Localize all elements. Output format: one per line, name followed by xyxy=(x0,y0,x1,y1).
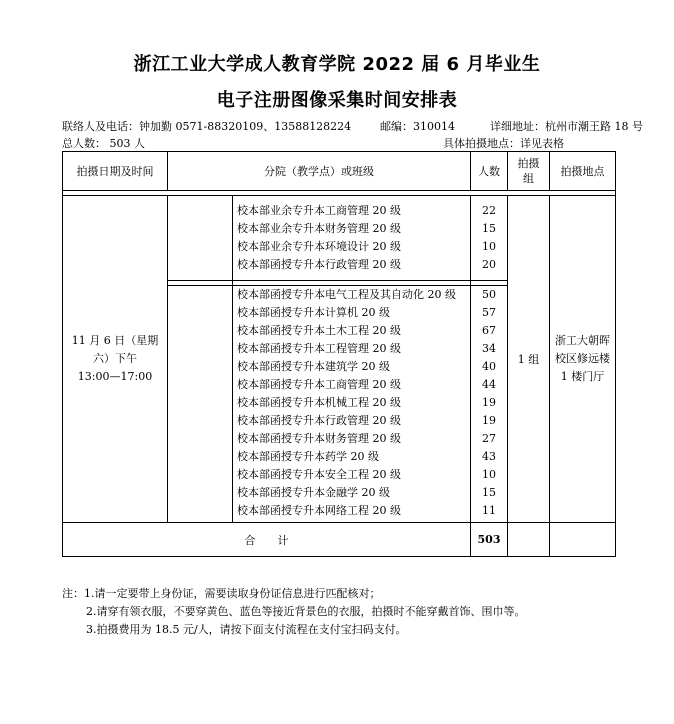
class-name: 校本部函授专升本机械工程 20 级 xyxy=(237,396,401,409)
document-title: 浙江工业大学成人教育学院 2022 届 6 月毕业生 xyxy=(133,54,541,75)
class-count: 34 xyxy=(482,342,496,355)
date-line-3: 13:00—17:00 xyxy=(77,370,153,383)
total-value: 503 xyxy=(471,523,508,557)
class-name: 校本部函授专升本计算机 20 级 xyxy=(237,306,390,319)
class-count: 57 xyxy=(482,306,496,319)
class-count: 22 xyxy=(482,204,496,217)
class-count: 27 xyxy=(482,432,496,445)
class-count: 15 xyxy=(482,486,496,499)
class-count: 44 xyxy=(482,378,496,391)
class-name: 校本部函授专升本建筑学 20 级 xyxy=(237,360,390,373)
document-subtitle: 电子注册图像采集时间安排表 xyxy=(216,90,458,111)
class-name: 校本部函授专升本工程管理 20 级 xyxy=(237,342,401,355)
empty-cell xyxy=(168,196,233,281)
place-cell: 浙工大朝晖校区修远楼 1 楼门厅 xyxy=(550,196,616,523)
class-name: 校本部业余专升本工商管理 20 级 xyxy=(237,204,401,217)
class-name: 校本部函授专升本行政管理 20 级 xyxy=(237,258,401,271)
header-count: 人数 xyxy=(471,152,508,191)
empty-cell xyxy=(168,286,233,523)
postcode-info: 邮编：310014 xyxy=(380,120,455,133)
class-name: 校本部函授专升本财务管理 20 级 xyxy=(237,432,401,445)
total-people-info: 总人数： 503 人 xyxy=(62,137,145,150)
class-name: 校本部函授专升本土木工程 20 级 xyxy=(237,324,401,337)
class-count: 10 xyxy=(482,240,496,253)
class-count: 11 xyxy=(482,504,496,517)
class-name: 校本部函授专升本药学 20 级 xyxy=(237,450,379,463)
class-count: 10 xyxy=(482,468,496,481)
class-name: 校本部函授专升本行政管理 20 级 xyxy=(237,414,401,427)
class-count: 50 xyxy=(482,288,496,301)
header-group: 拍摄组 xyxy=(508,152,550,191)
class-name: 校本部业余专升本环境设计 20 级 xyxy=(237,240,401,253)
total-row xyxy=(63,523,616,557)
address-info: 详细地址：杭州市潮王路 18 号 xyxy=(490,120,643,133)
class-block-1 xyxy=(233,196,471,281)
class-name: 校本部业余专升本财务管理 20 级 xyxy=(237,222,401,235)
class-count: 15 xyxy=(482,222,496,235)
date-cell xyxy=(63,196,168,523)
count-block-1 xyxy=(471,196,508,281)
note-2: 2.请穿有领衣服，不要穿黄色、蓝色等接近背景色的衣服，拍摄时不能穿戴首饰、围巾等。 xyxy=(86,605,526,618)
photo-location-info: 具体拍摄地点：详见表格 xyxy=(443,137,564,150)
notes-section xyxy=(62,585,526,639)
class-count: 19 xyxy=(482,414,496,427)
table-header-row xyxy=(63,152,616,191)
class-name: 校本部函授专升本安全工程 20 级 xyxy=(237,468,401,481)
schedule-block-1 xyxy=(63,196,616,281)
class-name: 校本部函授专升本金融学 20 级 xyxy=(237,486,390,499)
note-3: 3.拍摄费用为 18.5 元/人，请按下面支付流程在支付宝扫码支付。 xyxy=(86,623,407,636)
class-block-2 xyxy=(233,286,471,523)
group-cell: 1 组 xyxy=(508,196,550,523)
header-date: 拍摄日期及时间 xyxy=(63,152,168,191)
count-block-2 xyxy=(471,286,508,523)
class-count: 43 xyxy=(482,450,496,463)
date-line-2: 六）下午 xyxy=(93,352,137,365)
header-place: 拍摄地点 xyxy=(550,152,616,191)
class-count: 40 xyxy=(482,360,496,373)
class-name: 校本部函授专升本工商管理 20 级 xyxy=(237,378,401,391)
contact-info: 联络人及电话：钟加勤 0571-88320109、13588128224 xyxy=(62,120,352,133)
class-count: 19 xyxy=(482,396,496,409)
total-label: 合 计 xyxy=(63,523,471,557)
date-line-1: 11 月 6 日（星期 xyxy=(71,334,159,347)
schedule-table xyxy=(62,151,616,557)
class-name: 校本部函授专升本网络工程 20 级 xyxy=(237,504,401,517)
header-class: 分院（教学点）或班级 xyxy=(168,152,471,191)
class-name: 校本部函授专升本电气工程及其自动化 20 级 xyxy=(237,288,456,301)
class-count: 67 xyxy=(482,324,496,337)
class-count: 20 xyxy=(482,258,496,271)
note-1: 注：1.请一定要带上身份证，需要读取身份证信息进行匹配核对； xyxy=(62,587,381,600)
